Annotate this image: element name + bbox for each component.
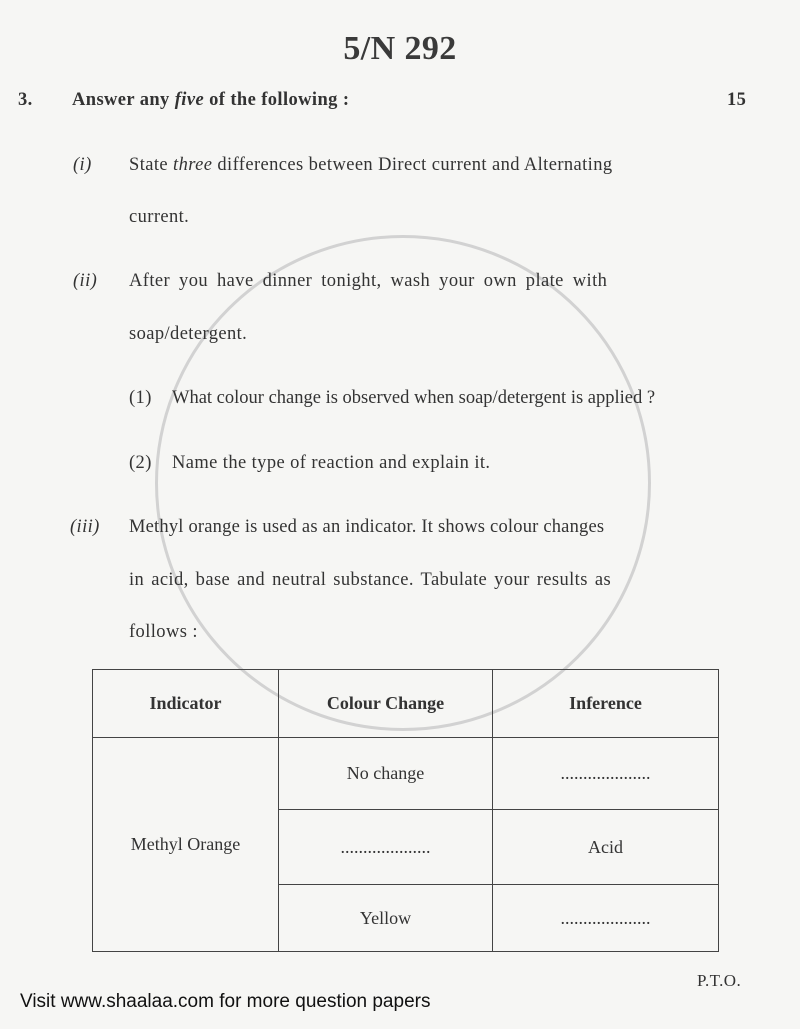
watermark-circle bbox=[155, 235, 651, 731]
table-header-row bbox=[93, 670, 719, 738]
table-header: Colour Change bbox=[279, 670, 493, 738]
part-text: follows : bbox=[129, 622, 198, 642]
part-text: current. bbox=[129, 207, 190, 227]
pto-label: P.T.O. bbox=[697, 971, 742, 990]
part-text: Methyl orange is used as an indicator. It shows colour changes bbox=[129, 517, 605, 537]
footer-link[interactable]: Visit www.shaalaa.com for more question papers bbox=[20, 991, 431, 1012]
indicator-table bbox=[92, 669, 719, 952]
table-cell: .................... bbox=[493, 885, 719, 952]
table-header: Indicator bbox=[93, 670, 279, 738]
table-header: Inference bbox=[493, 670, 719, 738]
paper-code: 5/N 292 bbox=[343, 30, 457, 67]
part-number: (ii) bbox=[73, 271, 98, 291]
table-cell: Acid bbox=[493, 810, 719, 885]
part-text: After you have dinner tonight, wash your own plate with bbox=[129, 271, 608, 291]
subpart-number: (2) bbox=[129, 453, 152, 473]
question-number: 3. bbox=[18, 90, 33, 110]
part-text: State three differences between Direct current and Alternating bbox=[129, 155, 613, 175]
table-cell: No change bbox=[279, 738, 493, 810]
question-marks: 15 bbox=[727, 90, 747, 110]
question-intro: Answer any five of the following : bbox=[72, 90, 350, 110]
subpart-number: (1) bbox=[129, 388, 152, 408]
table-cell: Methyl Orange bbox=[93, 738, 279, 952]
table-cell: .................... bbox=[493, 738, 719, 810]
part-text: in acid, base and neutral substance. Tabulate your results as bbox=[129, 570, 612, 590]
table-row bbox=[93, 738, 719, 810]
part-number: (iii) bbox=[70, 517, 100, 537]
table-cell: Yellow bbox=[279, 885, 493, 952]
subpart-text: What colour change is observed when soap/detergent is applied ? bbox=[172, 388, 656, 408]
table-cell: .................... bbox=[279, 810, 493, 885]
subpart-text: Name the type of reaction and explain it. bbox=[172, 453, 491, 473]
part-text: soap/detergent. bbox=[129, 324, 248, 344]
part-number: (i) bbox=[73, 155, 92, 175]
